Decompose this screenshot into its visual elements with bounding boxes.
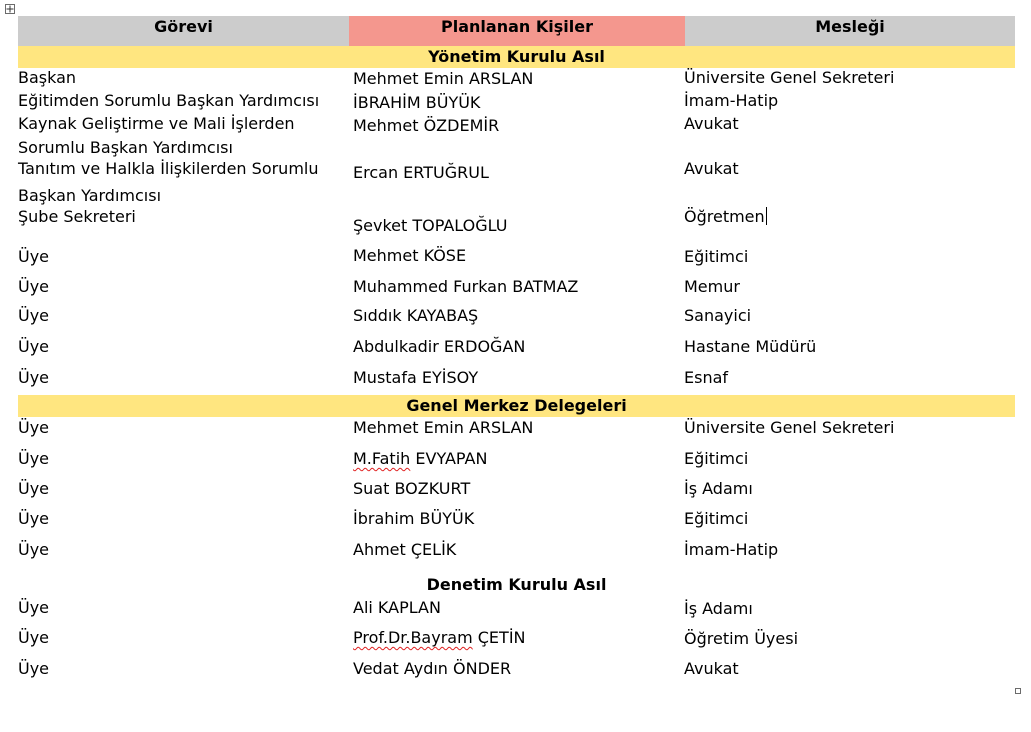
delegate-person: İbrahim BÜYÜK xyxy=(353,509,475,528)
section-board-title: Yönetim Kurulu Asıl xyxy=(18,46,1015,68)
delegate-role: Üye xyxy=(18,418,50,437)
section-delegates-title: Genel Merkez Delegeleri xyxy=(18,395,1015,417)
delegate-profession: İmam-Hatip xyxy=(684,540,779,559)
board-role-line1: Tanıtım ve Halkla İlişkilerden Sorumlu xyxy=(18,159,319,178)
spelling-flagged-word[interactable]: M.Fatih xyxy=(353,449,411,468)
board-role: Üye xyxy=(18,368,50,387)
delegate-person: Suat BOZKURT xyxy=(353,479,471,498)
move-arrows-icon xyxy=(6,5,14,13)
audit-person: Ali KAPLAN xyxy=(353,598,441,617)
board-person: Abdulkadir ERDOĞAN xyxy=(353,337,526,356)
delegate-profession: Eğitimci xyxy=(684,509,749,528)
board-person: Şevket TOPALOĞLU xyxy=(353,216,508,235)
audit-person xyxy=(353,626,526,649)
board-role-line2: Başkan Yardımcısı xyxy=(18,186,162,205)
table-move-handle[interactable] xyxy=(5,4,15,14)
board-role: Üye xyxy=(18,247,50,266)
audit-role: Üye xyxy=(18,659,50,678)
board-profession: Öğretmen xyxy=(684,207,765,226)
board-role-line1: Kaynak Geliştirme ve Mali İşlerden xyxy=(18,114,295,133)
audit-profession: Avukat xyxy=(684,659,739,678)
header-person: Planlanan Kişiler xyxy=(349,16,685,46)
board-role: Şube Sekreteri xyxy=(18,207,136,226)
audit-person-rest: ÇETİN xyxy=(472,628,526,647)
board-profession: Avukat xyxy=(684,159,739,178)
board-person: Mehmet ÖZDEMİR xyxy=(353,116,500,135)
board-person: Sıddık KAYABAŞ xyxy=(353,306,479,325)
audit-role: Üye xyxy=(18,628,50,647)
delegate-person: Ahmet ÇELİK xyxy=(353,540,457,559)
board-role: Başkan xyxy=(18,68,77,87)
audit-person: Vedat Aydın ÖNDER xyxy=(353,659,512,678)
board-profession: Memur xyxy=(684,277,740,296)
board-person: Mehmet KÖSE xyxy=(353,246,467,265)
board-role: Üye xyxy=(18,306,50,325)
delegate-profession: İş Adamı xyxy=(684,479,753,498)
audit-profession: Öğretim Üyesi xyxy=(684,629,799,648)
audit-role: Üye xyxy=(18,598,50,617)
board-role-line2: Sorumlu Başkan Yardımcısı xyxy=(18,138,233,157)
header-profession: Mesleği xyxy=(685,16,1015,46)
delegate-profession: Üniversite Genel Sekreteri xyxy=(684,418,895,437)
delegate-person xyxy=(353,447,487,470)
delegate-person-rest: EVYAPAN xyxy=(410,449,488,468)
board-profession: Avukat xyxy=(684,114,739,133)
board-profession: Üniversite Genel Sekreteri xyxy=(684,68,895,87)
board-role: Üye xyxy=(18,277,50,296)
section-audit-title: Denetim Kurulu Asıl xyxy=(426,575,607,594)
delegate-role: Üye xyxy=(18,479,50,498)
delegate-role: Üye xyxy=(18,449,50,468)
spelling-flagged-word[interactable]: Prof.Dr.Bayram xyxy=(353,628,473,647)
delegate-profession: Eğitimci xyxy=(684,449,749,468)
board-person: Ercan ERTUĞRUL xyxy=(353,163,489,182)
board-profession: Esnaf xyxy=(684,368,729,387)
board-profession: Eğitimci xyxy=(684,247,749,266)
text-cursor xyxy=(766,207,767,225)
board-person: Muhammed Furkan BATMAZ xyxy=(353,277,579,296)
board-person: İBRAHİM BÜYÜK xyxy=(353,93,481,112)
board-profession: Sanayici xyxy=(684,306,752,325)
delegate-person: Mehmet Emin ARSLAN xyxy=(353,418,534,437)
board-profession-with-caret[interactable] xyxy=(684,205,767,228)
board-profession: İmam-Hatip xyxy=(684,91,779,110)
board-role: Eğitimden Sorumlu Başkan Yardımcısı xyxy=(18,91,320,110)
delegate-role: Üye xyxy=(18,540,50,559)
delegate-role: Üye xyxy=(18,509,50,528)
board-role: Üye xyxy=(18,337,50,356)
table-resize-handle[interactable] xyxy=(1015,688,1021,694)
audit-profession: İş Adamı xyxy=(684,599,753,618)
board-person: Mustafa EYİSOY xyxy=(353,368,479,387)
board-person: Mehmet Emin ARSLAN xyxy=(353,69,534,88)
board-profession: Hastane Müdürü xyxy=(684,337,817,356)
header-role: Görevi xyxy=(18,16,349,46)
